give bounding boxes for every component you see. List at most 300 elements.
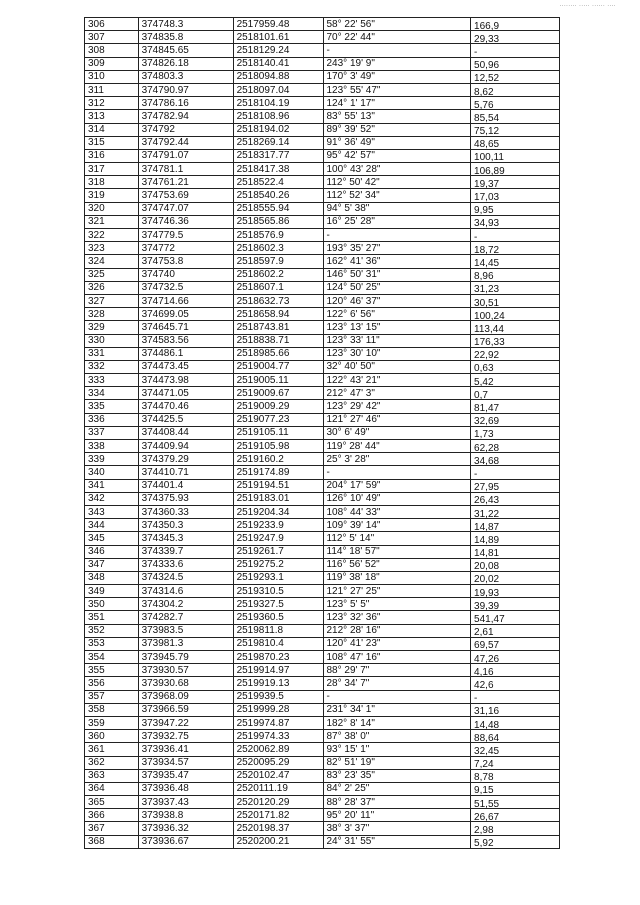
direction-angle-text: 83° 23' 35" (326, 770, 375, 782)
point-number-text: 356 (88, 677, 105, 689)
y-coordinate-cell (233, 611, 323, 624)
point-number-cell (85, 189, 139, 202)
distance-cell (471, 189, 560, 202)
direction-angle-text: 122° 6' 56" (326, 308, 375, 320)
y-coordinate-cell (233, 809, 323, 822)
x-coordinate-text: 374583.56 (141, 335, 189, 347)
direction-angle-text: 16° 25' 28" (326, 216, 375, 228)
y-coordinate-text: 2518985.66 (236, 348, 290, 360)
distance-text: 30,51 (474, 297, 500, 308)
point-number-cell (85, 321, 139, 334)
x-coordinate-cell (138, 532, 233, 545)
distance-cell (471, 334, 560, 347)
distance-cell (471, 360, 560, 373)
point-number-cell (85, 255, 139, 268)
y-coordinate-cell (233, 229, 323, 242)
y-coordinate-cell (233, 637, 323, 650)
distance-cell (471, 18, 560, 31)
distance-cell (471, 558, 560, 571)
direction-angle-cell (323, 308, 471, 321)
distance-text: 88,64 (474, 732, 500, 743)
table-row (85, 268, 560, 281)
direction-angle-cell (323, 163, 471, 176)
y-coordinate-cell (233, 268, 323, 281)
table-row (85, 440, 560, 453)
x-coordinate-cell (138, 400, 233, 413)
distance-text: 7,24 (474, 759, 494, 770)
direction-angle-text: 123° 30' 10" (326, 348, 381, 360)
point-number-cell (85, 110, 139, 123)
direction-angle-text: 112° 5' 14" (326, 532, 375, 544)
direction-angle-text: - (326, 44, 330, 56)
y-coordinate-cell (233, 479, 323, 492)
x-coordinate-cell (138, 387, 233, 400)
distance-cell (471, 532, 560, 545)
point-number-cell (85, 466, 139, 479)
point-number-text: 365 (88, 796, 105, 808)
direction-angle-cell (323, 321, 471, 334)
direction-angle-cell (323, 571, 471, 584)
point-number-cell (85, 532, 139, 545)
direction-angle-text: 32° 40' 50" (326, 361, 375, 373)
distance-cell (471, 677, 560, 690)
y-coordinate-text: 2518565.86 (236, 216, 290, 228)
y-coordinate-text: 2519009.29 (236, 401, 290, 413)
direction-angle-text: 87° 38' 0" (326, 730, 370, 742)
point-number-text: 364 (88, 783, 105, 795)
table-row (85, 347, 560, 360)
point-number-text: 361 (88, 743, 105, 755)
distance-cell (471, 374, 560, 387)
distance-cell (471, 466, 560, 479)
y-coordinate-text: 2519204.34 (236, 506, 290, 518)
x-coordinate-cell (138, 136, 233, 149)
x-coordinate-text: 374408.44 (141, 427, 189, 439)
distance-text: 18,72 (474, 244, 500, 255)
direction-angle-text: 170° 3' 49" (326, 71, 375, 83)
point-number-cell (85, 440, 139, 453)
point-number-cell (85, 809, 139, 822)
y-coordinate-cell (233, 532, 323, 545)
distance-cell (471, 44, 560, 57)
point-number-text: 316 (88, 150, 105, 162)
distance-text: 0,7 (474, 389, 488, 400)
direction-angle-cell (323, 532, 471, 545)
y-coordinate-cell (233, 215, 323, 228)
y-coordinate-text: 2518104.19 (236, 97, 290, 109)
point-number-cell (85, 637, 139, 650)
y-coordinate-text: 2519077.23 (236, 414, 290, 426)
point-number-text: 315 (88, 137, 105, 149)
direction-angle-cell (323, 149, 471, 162)
point-number-cell (85, 215, 139, 228)
distance-cell (471, 782, 560, 795)
table-row (85, 294, 560, 307)
y-coordinate-text: 2520102.47 (236, 770, 290, 782)
table-row (85, 176, 560, 189)
direction-angle-cell (323, 677, 471, 690)
point-number-text: 354 (88, 651, 105, 663)
direction-angle-cell (323, 743, 471, 756)
x-coordinate-text: 374379.29 (141, 453, 189, 465)
coordinates-table-body (85, 18, 560, 849)
point-number-cell (85, 202, 139, 215)
point-number-text: 311 (88, 84, 104, 96)
y-coordinate-cell (233, 308, 323, 321)
table-row (85, 624, 560, 637)
direction-angle-text: 88° 29' 7" (326, 664, 370, 676)
distance-text: 42,6 (474, 679, 494, 691)
x-coordinate-text: 374791.07 (141, 150, 189, 162)
point-number-text: 323 (88, 242, 105, 254)
distance-text: 106,89 (474, 165, 505, 176)
y-coordinate-cell (233, 716, 323, 729)
table-row (85, 519, 560, 532)
distance-cell (471, 149, 560, 162)
point-number-cell (85, 505, 139, 518)
distance-text: 31,22 (474, 508, 500, 519)
table-row (85, 598, 560, 611)
table-row (85, 136, 560, 149)
y-coordinate-text: 2519974.87 (236, 717, 290, 729)
x-coordinate-cell (138, 637, 233, 650)
x-coordinate-text: 374792 (141, 124, 175, 136)
table-row (85, 453, 560, 466)
direction-angle-text: 121° 27' 46" (326, 414, 381, 426)
table-row (85, 387, 560, 400)
point-number-text: 324 (88, 255, 105, 267)
y-coordinate-text: 2519194.51 (236, 480, 290, 492)
direction-angle-text: 123° 32' 36" (326, 612, 381, 624)
distance-text: 8,78 (474, 772, 494, 783)
y-coordinate-text: 2519160.2 (236, 453, 284, 465)
y-coordinate-text: 2518140.41 (236, 58, 290, 70)
x-coordinate-cell (138, 334, 233, 347)
table-row (85, 703, 560, 716)
distance-cell (471, 598, 560, 611)
distance-cell (471, 624, 560, 637)
y-coordinate-cell (233, 426, 323, 439)
table-row (85, 70, 560, 83)
x-coordinate-text: 374790.97 (141, 84, 189, 96)
x-coordinate-text: 374314.6 (141, 585, 184, 597)
point-number-cell (85, 360, 139, 373)
point-number-cell (85, 822, 139, 835)
point-number-text: 344 (88, 519, 105, 531)
x-coordinate-cell (138, 835, 233, 848)
y-coordinate-cell (233, 769, 323, 782)
point-number-cell (85, 545, 139, 558)
distance-cell (471, 505, 560, 518)
table-row (85, 571, 560, 584)
y-coordinate-text: 2520095.29 (236, 757, 290, 769)
y-coordinate-text: 2519999.28 (236, 704, 290, 716)
x-coordinate-cell (138, 756, 233, 769)
point-number-text: 332 (88, 361, 105, 373)
point-number-text: 362 (88, 757, 105, 769)
table-row (85, 479, 560, 492)
y-coordinate-text: 2519275.2 (236, 559, 284, 571)
x-coordinate-cell (138, 809, 233, 822)
point-number-cell (85, 492, 139, 505)
distance-cell (471, 426, 560, 439)
distance-text: 50,96 (474, 60, 500, 71)
table-row (85, 690, 560, 703)
y-coordinate-text: 2519105.11 (236, 427, 289, 439)
table-row (85, 255, 560, 268)
point-number-cell (85, 782, 139, 795)
y-coordinate-cell (233, 387, 323, 400)
direction-angle-cell (323, 70, 471, 83)
x-coordinate-text: 374282.7 (141, 612, 184, 624)
coordinates-table (84, 17, 560, 849)
distance-text: 75,12 (474, 126, 500, 137)
point-number-text: 318 (88, 176, 105, 188)
x-coordinate-cell (138, 479, 233, 492)
y-coordinate-text: 2520111.19 (236, 783, 288, 795)
page-header-mark: ........ ..... ...... .... (559, 2, 616, 8)
y-coordinate-text: 2519183.01 (236, 493, 290, 505)
point-number-cell (85, 743, 139, 756)
x-coordinate-text: 374360.33 (141, 506, 189, 518)
x-coordinate-cell (138, 703, 233, 716)
point-number-cell (85, 83, 139, 96)
x-coordinate-cell (138, 690, 233, 703)
direction-angle-text: 94° 5' 38" (326, 203, 370, 215)
point-number-text: 339 (88, 453, 105, 465)
direction-angle-cell (323, 835, 471, 848)
x-coordinate-text: 374803.3 (141, 71, 184, 83)
table-row (85, 716, 560, 729)
point-number-cell (85, 598, 139, 611)
x-coordinate-text: 374714.66 (141, 295, 189, 307)
distance-cell (471, 57, 560, 70)
point-number-text: 317 (88, 163, 105, 175)
table-row (85, 637, 560, 650)
point-number-text: 314 (88, 124, 105, 136)
y-coordinate-text: 2518658.94 (236, 308, 290, 320)
direction-angle-text: 193° 35' 27" (326, 242, 381, 254)
point-number-text: 348 (88, 572, 105, 584)
direction-angle-cell (323, 453, 471, 466)
direction-angle-text: 114° 18' 57" (326, 546, 380, 558)
y-coordinate-cell (233, 598, 323, 611)
point-number-text: 337 (88, 427, 105, 439)
table-row (85, 835, 560, 848)
direction-angle-cell (323, 756, 471, 769)
x-coordinate-cell (138, 598, 233, 611)
x-coordinate-text: 374409.94 (141, 440, 189, 452)
direction-angle-cell (323, 651, 471, 664)
x-coordinate-text: 374486.1 (141, 348, 184, 360)
distance-cell (471, 585, 560, 598)
direction-angle-cell (323, 716, 471, 729)
y-coordinate-cell (233, 558, 323, 571)
direction-angle-text: 119° 38' 18" (326, 572, 380, 584)
distance-text: 14,89 (474, 534, 500, 545)
direction-angle-cell (323, 255, 471, 268)
x-coordinate-text: 374470.46 (141, 401, 189, 413)
y-coordinate-text: 2518838.71 (236, 335, 290, 347)
distance-text: - (474, 46, 478, 58)
y-coordinate-text: 2519233.9 (236, 519, 284, 531)
distance-text: 100,11 (474, 152, 504, 163)
direction-angle-text: 119° 28' 44" (326, 440, 380, 452)
y-coordinate-cell (233, 360, 323, 373)
direction-angle-cell (323, 611, 471, 624)
point-number-cell (85, 664, 139, 677)
x-coordinate-cell (138, 255, 233, 268)
x-coordinate-text: 374786.16 (141, 97, 189, 109)
x-coordinate-text: 374845.65 (141, 44, 189, 56)
distance-cell (471, 743, 560, 756)
direction-angle-text: 100° 43' 28" (326, 163, 381, 175)
distance-cell (471, 136, 560, 149)
point-number-text: 351 (88, 612, 105, 624)
table-row (85, 769, 560, 782)
point-number-cell (85, 716, 139, 729)
table-row (85, 44, 560, 57)
direction-angle-text: 24° 31' 55" (326, 836, 375, 848)
point-number-cell (85, 400, 139, 413)
x-coordinate-text: 374425.5 (141, 414, 184, 426)
y-coordinate-text: 2517959.48 (236, 18, 290, 30)
x-coordinate-text: 374645.71 (141, 321, 189, 333)
direction-angle-cell (323, 585, 471, 598)
point-number-text: 355 (88, 664, 105, 676)
point-number-text: 357 (88, 691, 105, 703)
point-number-cell (85, 651, 139, 664)
direction-angle-text: 231° 34' 1" (326, 704, 375, 716)
x-coordinate-text: 374375.93 (141, 493, 189, 505)
distance-text: - (474, 468, 478, 480)
y-coordinate-text: 2520120.29 (236, 796, 290, 808)
point-number-text: 319 (88, 190, 105, 202)
y-coordinate-cell (233, 31, 323, 44)
point-number-cell (85, 677, 139, 690)
table-row (85, 31, 560, 44)
point-number-cell (85, 703, 139, 716)
y-coordinate-text: 2519105.98 (236, 440, 290, 452)
point-number-cell (85, 571, 139, 584)
point-number-cell (85, 334, 139, 347)
direction-angle-cell (323, 136, 471, 149)
direction-angle-cell (323, 294, 471, 307)
point-number-text: 330 (88, 335, 105, 347)
y-coordinate-text: 2518317.77 (236, 150, 290, 162)
y-coordinate-text: 2519939.5 (236, 691, 284, 703)
x-coordinate-cell (138, 83, 233, 96)
distance-cell (471, 31, 560, 44)
point-number-cell (85, 44, 139, 57)
table-row (85, 677, 560, 690)
x-coordinate-cell (138, 769, 233, 782)
direction-angle-cell (323, 189, 471, 202)
x-coordinate-cell (138, 611, 233, 624)
x-coordinate-text: 373966.59 (141, 704, 189, 716)
direction-angle-text: 30° 6' 49" (326, 427, 370, 439)
x-coordinate-cell (138, 413, 233, 426)
distance-cell (471, 479, 560, 492)
x-coordinate-text: 373930.68 (141, 677, 189, 689)
x-coordinate-text: 374732.5 (141, 282, 184, 294)
y-coordinate-cell (233, 453, 323, 466)
x-coordinate-text: 373936.67 (141, 836, 189, 848)
y-coordinate-cell (233, 743, 323, 756)
y-coordinate-cell (233, 505, 323, 518)
point-number-text: 312 (88, 97, 105, 109)
point-number-text: 309 (88, 58, 105, 70)
point-number-text: 331 (88, 348, 105, 360)
distance-cell (471, 756, 560, 769)
point-number-cell (85, 624, 139, 637)
point-number-cell (85, 163, 139, 176)
distance-cell (471, 611, 560, 624)
point-number-cell (85, 136, 139, 149)
point-number-text: 320 (88, 203, 105, 215)
x-coordinate-cell (138, 426, 233, 439)
point-number-cell (85, 347, 139, 360)
y-coordinate-cell (233, 176, 323, 189)
y-coordinate-text: 2519914.97 (236, 664, 290, 676)
distance-cell (471, 769, 560, 782)
x-coordinate-cell (138, 268, 233, 281)
distance-text: 8,96 (474, 271, 494, 282)
distance-cell (471, 294, 560, 307)
direction-angle-text: 123° 55' 47" (326, 84, 381, 96)
x-coordinate-text: 373983.5 (141, 625, 184, 637)
direction-angle-text: 123° 13' 15" (326, 321, 381, 333)
distance-cell (471, 215, 560, 228)
distance-cell (471, 321, 560, 334)
table-row (85, 782, 560, 795)
distance-text: 100,24 (474, 310, 505, 321)
x-coordinate-cell (138, 492, 233, 505)
point-number-text: 329 (88, 321, 105, 333)
y-coordinate-cell (233, 110, 323, 123)
y-coordinate-text: 2518597.9 (236, 255, 284, 267)
distance-cell (471, 571, 560, 584)
point-number-cell (85, 796, 139, 809)
distance-text: 9,15 (474, 785, 494, 796)
x-coordinate-cell (138, 716, 233, 729)
y-coordinate-cell (233, 149, 323, 162)
y-coordinate-text: 2518607.1 (236, 282, 284, 294)
y-coordinate-cell (233, 796, 323, 809)
distance-text: 5,42 (474, 376, 494, 387)
point-number-text: 353 (88, 638, 105, 650)
x-coordinate-cell (138, 294, 233, 307)
direction-angle-cell (323, 426, 471, 439)
x-coordinate-cell (138, 585, 233, 598)
y-coordinate-cell (233, 294, 323, 307)
direction-angle-text: 95° 20' 11" (326, 809, 375, 821)
point-number-cell (85, 756, 139, 769)
distance-cell (471, 176, 560, 189)
direction-angle-cell (323, 796, 471, 809)
direction-angle-text: 122° 43' 21" (326, 374, 381, 386)
direction-angle-text: 88° 28' 37" (326, 796, 375, 808)
y-coordinate-cell (233, 83, 323, 96)
y-coordinate-cell (233, 202, 323, 215)
point-number-text: 352 (88, 625, 105, 637)
point-number-text: 340 (88, 466, 105, 478)
distance-text: 541,47 (474, 614, 505, 625)
direction-angle-text: 116° 56' 52" (326, 559, 380, 571)
y-coordinate-text: 2519974.33 (236, 730, 290, 742)
x-coordinate-text: 374772 (141, 242, 175, 254)
distance-text: 9,95 (474, 205, 494, 216)
